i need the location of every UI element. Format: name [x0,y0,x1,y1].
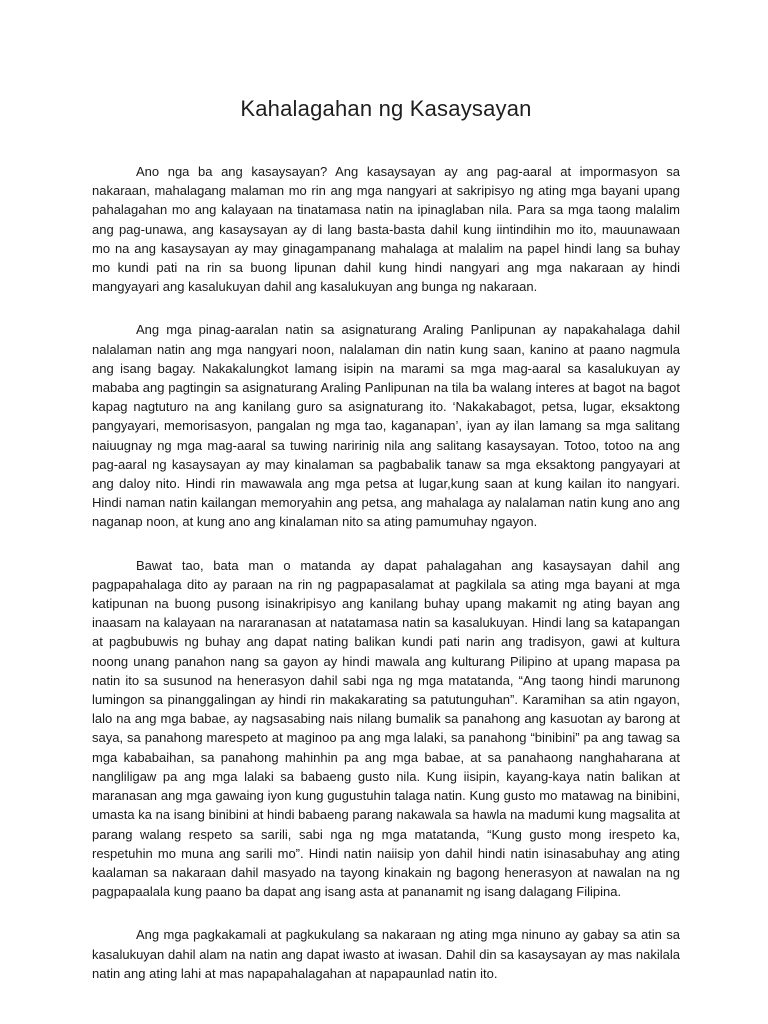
document-title: Kahalagahan ng Kasaysayan [240,96,532,121]
paragraph-4: Ang mga pagkakamali at pagkukulang sa nakaraan ng ating mga ninuno ay gabay sa atin sa kasalukuyan dahil alam na natin ang dapat iwasto at iwasan. Dahil din sa kasaysayan ay mas nakilala natin ang ating lahi at mas napapahalagahan at napapaunlad natin ito. [92,927,680,981]
paragraph-3: Bawat tao, bata man o matanda ay dapat pahalagahan ang kasaysayan dahil ang pagpapahalaga dito ay paraan na rin ng pagpapasalamat at pagkilala sa ating mga bayani at mga katipunan na buong pusong isinakripisyo ang kanilang buhay upang makamit ng ating bayan ang inaasam na kalayaan na nararanasan at natatamasa natin sa kasalukuyan. Hindi lang sa katapangan at pagbubuwis ng buhay ang dapat nating balikan kundi pati narin ang tradisyon, gawi at kultura noong unang panahon nang sa gayon ay hindi mawala ang kulturang Pilipino at upang mapasa pa natin ito sa susunod na henerasyon dahil sabi nga ng mga matatanda, “Ang taong hindi marunong lumingon sa pinanggalingan ay hindi rin makakarating sa patutunguhan”. Karamihan sa atin ngayon, lalo na ang mga babae, ay nagsasabing nais nilang bumalik sa panahong ang kasuotan ay barong at saya, sa panahong marespeto at maginoo pa ang mga lalaki, sa panahong “binibini” pa ang tawag sa mga kababaihan, sa panahong mahinhin pa ang mga babae, at sa panahaong nanghaharana at nangliligaw pa ang mga lalaki sa babaeng gusto nila. Kung iisipin, kayang-kaya natin balikan at maranasan ang mga gawaing iyon kung gugustuhin talaga natin. Kung gusto mo matawag na binibini, umasta ka na isang binibini at hindi babaeng parang nakawala sa hawla na madumi kung magsalita at parang walang respeto sa sarili, sabi nga ng mga matatanda, “Kung gusto mong irespeto ka, respetuhin mo muna ang sarili mo”. Hindi natin naiisip yon dahil hindi natin isinasabuhay ang ating kaalaman sa nakaraan dahil masyado na tayong kinakain ng bagong henerasyon at nawalan na ng pagpapaalala kung paano ba dapat ang isang asta at pananamit ng isang dalagang Filipina. [92,557,680,900]
paragraph-2: Ang mga pinag-aaralan natin sa asignaturang Araling Panlipunan ay napakahalaga dahil nalalaman natin ang mga nangyari noon, nalalaman din natin kung saan, kanino at paano nagmula ang isang bagay. Nakakalungkot lamang isipin na marami sa mga mag-aaral sa kasalukuyan ay mababa ang pagtingin sa asignaturang Araling Panlipunan na tila ba walang interes at bagot na bagot kapag nagtuturo na ang kanilang guro sa asignaturang ito. ‘Nakakabagot, petsa, lugar, eksaktong pangyayari, memorisasyon, pangalan ng mga tao, kaganapan’, iyan ay ilan lamang sa mga salitang naiuugnay ng mga mag-aaral sa tuwing naririnig nila ang salitang kasaysayan. Totoo, totoo na ang pag-aaral ng kasaysayan ay may kinalaman sa pagbabalik tanaw sa mga eksaktong pangyayari at ang daloy nito. Hindi rin mawawala ang mga petsa at lugar,kung saan at kung kailan ito nangyari. Hindi naman natin kailangan memoryahin ang petsa, ang mahalaga ay nalalaman natin kung ano ang naganap noon, at kung ano ang kinalaman nito sa ating pamumuhay ngayon. [92,322,680,530]
paragraph-1: Ano nga ba ang kasaysayan? Ang kasaysayan ay ang pag-aaral at impormasyon sa nakaraan, mahalagang malaman mo rin ang mga nangyari at sakripisyo ng ating mga bayani upang pahalagahan mo ang kalayaan na tinatamasa natin na ipinaglaban nila. Para sa mga taong malalim ang pag-unawa, ang kasaysayan ay di lang basta-basta dahil kung iintindihin mo ito, mauunawaan mo na ang kasaysayan ay may ginagampanang mahalaga at malalim na papel hindi lang sa buhay mo kundi pati na rin sa buong lipunan dahil kung hindi nangyari ang mga nakaraan ay hindi mangyayari ang kasalukuyan dahil ang kasalukuyan ang bunga ng nakaraan. [92,164,680,295]
document-page [92,0,680,1005]
